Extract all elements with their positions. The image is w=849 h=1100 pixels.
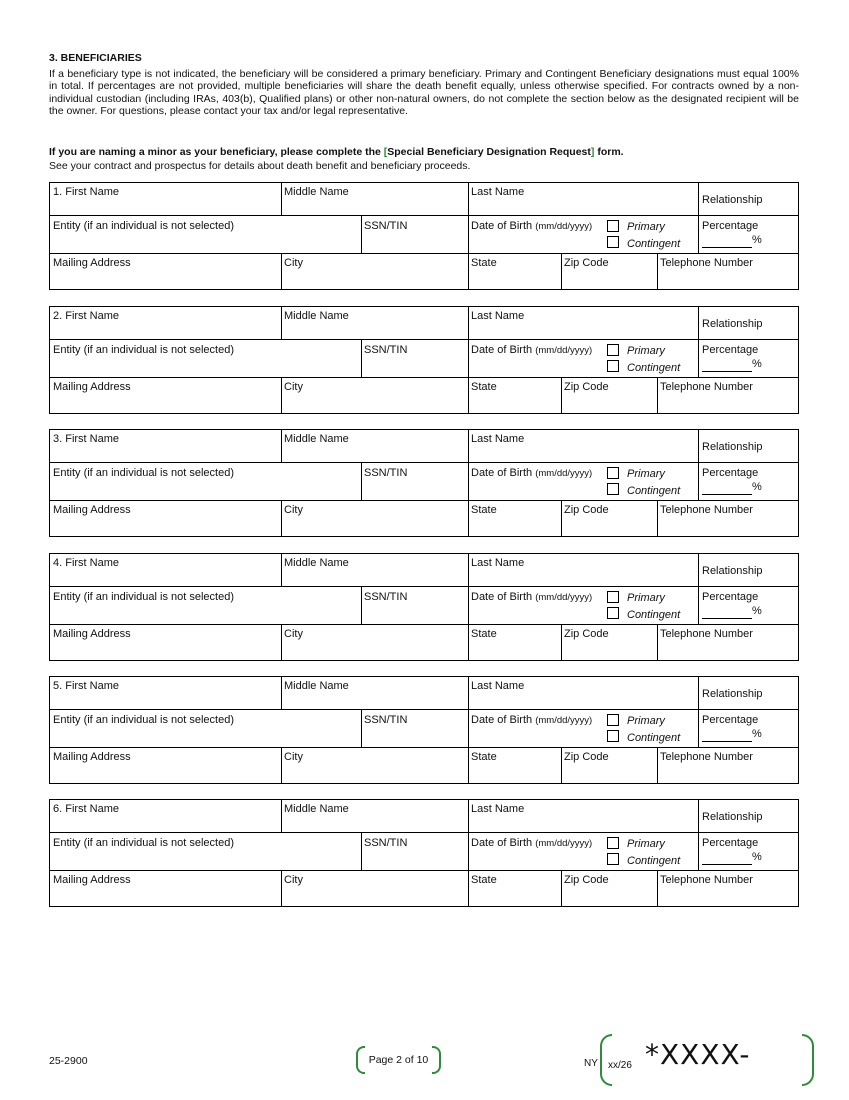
primary-label: Primary	[627, 715, 665, 727]
percentage-input[interactable]	[702, 371, 752, 372]
row-divider	[50, 253, 798, 254]
percentage-label: Percentage	[702, 714, 759, 726]
ssn-label: SSN/TIN	[364, 837, 408, 849]
page-number: Page 2 of 10	[368, 1054, 429, 1066]
relationship-label: Relationship	[702, 565, 763, 577]
last-name-label: Last Name	[471, 557, 525, 569]
percentage-label: Percentage	[702, 344, 759, 356]
percentage-label: Percentage	[702, 837, 759, 849]
entity-label: Entity (if an individual is not selected)	[53, 467, 234, 479]
col-divider	[468, 800, 469, 832]
dob-format: (mm/dd/yyyy)	[535, 221, 593, 232]
last-name-label: Last Name	[471, 186, 525, 198]
col-divider	[468, 709, 469, 747]
col-divider	[281, 183, 282, 215]
ssn-label: SSN/TIN	[364, 714, 408, 726]
row-divider	[50, 339, 798, 340]
col-divider	[281, 800, 282, 832]
bracket-close: ]	[590, 146, 595, 158]
tail-bracket-right	[802, 1034, 814, 1086]
ssn-label: SSN/TIN	[364, 344, 408, 356]
contingent-checkbox[interactable]	[607, 360, 619, 372]
middle-name-label: Middle Name	[284, 803, 349, 815]
dob-label	[471, 344, 592, 357]
col-divider	[468, 215, 469, 253]
entity-label: Entity (if an individual is not selected)	[53, 591, 234, 603]
dob-text: Date of Birth	[471, 220, 536, 232]
percentage-input[interactable]	[702, 741, 752, 742]
state-label: State	[471, 257, 497, 269]
mailing-address-label: Mailing Address	[53, 874, 131, 886]
section-title: 3. BENEFICIARIES	[49, 52, 142, 64]
col-divider	[468, 870, 469, 906]
dob-label	[471, 837, 592, 850]
first-name-label: 1. First Name	[53, 186, 120, 198]
primary-checkbox[interactable]	[607, 591, 619, 603]
col-divider	[698, 554, 699, 586]
city-label: City	[284, 257, 303, 269]
relationship-label: Relationship	[702, 441, 763, 453]
dob-format: (mm/dd/yyyy)	[535, 345, 593, 356]
contingent-checkbox[interactable]	[607, 853, 619, 865]
row-divider	[50, 215, 798, 216]
percent-sign: %	[752, 728, 762, 740]
contingent-label: Contingent	[627, 732, 681, 744]
primary-label: Primary	[627, 838, 665, 850]
entity-label: Entity (if an individual is not selected)	[53, 714, 234, 726]
col-divider	[468, 677, 469, 709]
col-divider	[698, 430, 699, 462]
percentage-label: Percentage	[702, 591, 759, 603]
dob-format: (mm/dd/yyyy)	[535, 592, 593, 603]
tail-state: NY	[584, 1058, 598, 1069]
col-divider	[361, 215, 362, 253]
col-divider	[468, 624, 469, 660]
relationship-label: Relationship	[702, 688, 763, 700]
col-divider	[698, 677, 699, 709]
row-divider	[50, 624, 798, 625]
col-divider	[698, 462, 699, 500]
col-divider	[361, 339, 362, 377]
col-divider	[698, 709, 699, 747]
dob-label	[471, 714, 592, 727]
primary-checkbox[interactable]	[607, 220, 619, 232]
col-divider	[657, 747, 658, 783]
primary-checkbox[interactable]	[607, 837, 619, 849]
ssn-label: SSN/TIN	[364, 591, 408, 603]
col-divider	[698, 832, 699, 870]
percentage-label: Percentage	[702, 220, 759, 232]
col-divider	[468, 377, 469, 413]
row-divider	[50, 832, 798, 833]
row-divider	[50, 500, 798, 501]
col-divider	[698, 215, 699, 253]
col-divider	[281, 747, 282, 783]
row-divider	[50, 586, 798, 587]
zip-label: Zip Code	[564, 874, 609, 886]
tail-date: xx/26	[608, 1060, 632, 1071]
col-divider	[468, 554, 469, 586]
state-label: State	[471, 751, 497, 763]
primary-label: Primary	[627, 468, 665, 480]
col-divider	[468, 500, 469, 536]
col-divider	[561, 624, 562, 660]
col-divider	[698, 307, 699, 339]
dob-label	[471, 220, 592, 233]
row-divider	[50, 747, 798, 748]
col-divider	[281, 870, 282, 906]
beneficiary-block	[49, 553, 799, 661]
tail-code: *XXXX-	[645, 1038, 751, 1071]
first-name-label: 3. First Name	[53, 433, 120, 445]
mailing-address-label: Mailing Address	[53, 628, 131, 640]
percent-sign: %	[752, 234, 762, 246]
primary-checkbox[interactable]	[607, 467, 619, 479]
telephone-label: Telephone Number	[660, 504, 753, 516]
primary-label: Primary	[627, 221, 665, 233]
state-label: State	[471, 381, 497, 393]
col-divider	[657, 500, 658, 536]
city-label: City	[284, 751, 303, 763]
intro-text: If a beneficiary type is not indicated, the beneficiary will be considered a primary beneficiary. Primary and Contingent Beneficiary designations must equal 100% in total. If percentages are not provided, multiple beneficiaries will share the death benefit equally, unless otherwise specified. For contracts owned by a non-individual custodian (including IRAs, 403(b), Qualified plans) or other non-natural owners, do not complete the section below as the designated recipient will be the owner. For questions, please contact your tax and/or legal representative.	[49, 68, 799, 118]
state-label: State	[471, 628, 497, 640]
col-divider	[361, 462, 362, 500]
dob-format: (mm/dd/yyyy)	[535, 838, 593, 849]
dob-text: Date of Birth	[471, 344, 536, 356]
col-divider	[468, 183, 469, 215]
entity-label: Entity (if an individual is not selected)	[53, 220, 234, 232]
col-divider	[561, 500, 562, 536]
col-divider	[561, 870, 562, 906]
primary-label: Primary	[627, 345, 665, 357]
percent-sign: %	[752, 358, 762, 370]
telephone-label: Telephone Number	[660, 381, 753, 393]
last-name-label: Last Name	[471, 433, 525, 445]
col-divider	[361, 586, 362, 624]
dob-text: Date of Birth	[471, 467, 536, 479]
first-name-label: 6. First Name	[53, 803, 120, 815]
telephone-label: Telephone Number	[660, 257, 753, 269]
relationship-label: Relationship	[702, 194, 763, 206]
percentage-input[interactable]	[702, 247, 752, 248]
percent-sign: %	[752, 481, 762, 493]
col-divider	[468, 832, 469, 870]
first-name-label: 5. First Name	[53, 680, 120, 692]
telephone-label: Telephone Number	[660, 628, 753, 640]
col-divider	[281, 307, 282, 339]
col-divider	[281, 500, 282, 536]
city-label: City	[284, 628, 303, 640]
telephone-label: Telephone Number	[660, 874, 753, 886]
tail-code-box	[584, 1032, 814, 1088]
beneficiary-block	[49, 429, 799, 537]
minor-note-prefix: If you are naming a minor as your beneficiary, please complete the	[49, 146, 384, 158]
col-divider	[281, 377, 282, 413]
col-divider	[361, 709, 362, 747]
state-label: State	[471, 504, 497, 516]
row-divider	[50, 709, 798, 710]
col-divider	[698, 586, 699, 624]
relationship-label: Relationship	[702, 811, 763, 823]
dob-text: Date of Birth	[471, 714, 536, 726]
middle-name-label: Middle Name	[284, 433, 349, 445]
beneficiary-block	[49, 676, 799, 784]
primary-label: Primary	[627, 592, 665, 604]
city-label: City	[284, 504, 303, 516]
contingent-label: Contingent	[627, 855, 681, 867]
dob-text: Date of Birth	[471, 591, 536, 603]
entity-label: Entity (if an individual is not selected)	[53, 837, 234, 849]
beneficiary-block	[49, 182, 799, 290]
minor-note	[49, 146, 624, 158]
zip-label: Zip Code	[564, 257, 609, 269]
col-divider	[468, 253, 469, 289]
col-divider	[281, 624, 282, 660]
dob-label	[471, 467, 592, 480]
dob-label	[471, 591, 592, 604]
col-divider	[657, 377, 658, 413]
middle-name-label: Middle Name	[284, 186, 349, 198]
last-name-label: Last Name	[471, 803, 525, 815]
mailing-address-label: Mailing Address	[53, 504, 131, 516]
col-divider	[281, 253, 282, 289]
middle-name-label: Middle Name	[284, 310, 349, 322]
mailing-address-label: Mailing Address	[53, 751, 131, 763]
percentage-input[interactable]	[702, 864, 752, 865]
beneficiary-block	[49, 306, 799, 414]
primary-checkbox[interactable]	[607, 714, 619, 726]
zip-label: Zip Code	[564, 381, 609, 393]
percent-sign: %	[752, 851, 762, 863]
relationship-label: Relationship	[702, 318, 763, 330]
col-divider	[698, 183, 699, 215]
special-form-name: Special Beneficiary Designation Request	[387, 146, 591, 158]
contingent-checkbox[interactable]	[607, 730, 619, 742]
mailing-address-label: Mailing Address	[53, 381, 131, 393]
row-divider	[50, 377, 798, 378]
primary-checkbox[interactable]	[607, 344, 619, 356]
col-divider	[281, 554, 282, 586]
contingent-label: Contingent	[627, 362, 681, 374]
col-divider	[468, 339, 469, 377]
last-name-label: Last Name	[471, 310, 525, 322]
dob-format: (mm/dd/yyyy)	[535, 715, 593, 726]
col-divider	[468, 430, 469, 462]
row-divider	[50, 870, 798, 871]
col-divider	[468, 462, 469, 500]
percentage-input[interactable]	[702, 494, 752, 495]
col-divider	[468, 586, 469, 624]
minor-note-suffix: form.	[594, 146, 624, 158]
percentage-input[interactable]	[702, 618, 752, 619]
last-name-label: Last Name	[471, 680, 525, 692]
col-divider	[281, 677, 282, 709]
city-label: City	[284, 874, 303, 886]
col-divider	[561, 377, 562, 413]
col-divider	[561, 747, 562, 783]
col-divider	[657, 870, 658, 906]
entity-label: Entity (if an individual is not selected)	[53, 344, 234, 356]
ssn-label: SSN/TIN	[364, 467, 408, 479]
see-note: See your contract and prospectus for details about death benefit and beneficiary proceeds.	[49, 160, 471, 172]
row-divider	[50, 462, 798, 463]
contingent-checkbox[interactable]	[607, 236, 619, 248]
zip-label: Zip Code	[564, 628, 609, 640]
contingent-checkbox[interactable]	[607, 483, 619, 495]
mailing-address-label: Mailing Address	[53, 257, 131, 269]
first-name-label: 2. First Name	[53, 310, 120, 322]
col-divider	[698, 800, 699, 832]
zip-label: Zip Code	[564, 504, 609, 516]
percent-sign: %	[752, 605, 762, 617]
bracket-open: [	[383, 146, 388, 158]
beneficiary-block	[49, 799, 799, 907]
col-divider	[561, 253, 562, 289]
telephone-label: Telephone Number	[660, 751, 753, 763]
contingent-label: Contingent	[627, 609, 681, 621]
dob-format: (mm/dd/yyyy)	[535, 468, 593, 479]
col-divider	[281, 430, 282, 462]
ssn-label: SSN/TIN	[364, 220, 408, 232]
contingent-label: Contingent	[627, 485, 681, 497]
form-code: 25-2900	[49, 1055, 88, 1067]
col-divider	[361, 832, 362, 870]
col-divider	[698, 339, 699, 377]
col-divider	[468, 747, 469, 783]
city-label: City	[284, 381, 303, 393]
col-divider	[657, 253, 658, 289]
percentage-label: Percentage	[702, 467, 759, 479]
page-number-box	[356, 1046, 441, 1074]
zip-label: Zip Code	[564, 751, 609, 763]
contingent-label: Contingent	[627, 238, 681, 250]
middle-name-label: Middle Name	[284, 680, 349, 692]
contingent-checkbox[interactable]	[607, 607, 619, 619]
col-divider	[468, 307, 469, 339]
first-name-label: 4. First Name	[53, 557, 120, 569]
middle-name-label: Middle Name	[284, 557, 349, 569]
state-label: State	[471, 874, 497, 886]
col-divider	[657, 624, 658, 660]
dob-text: Date of Birth	[471, 837, 536, 849]
